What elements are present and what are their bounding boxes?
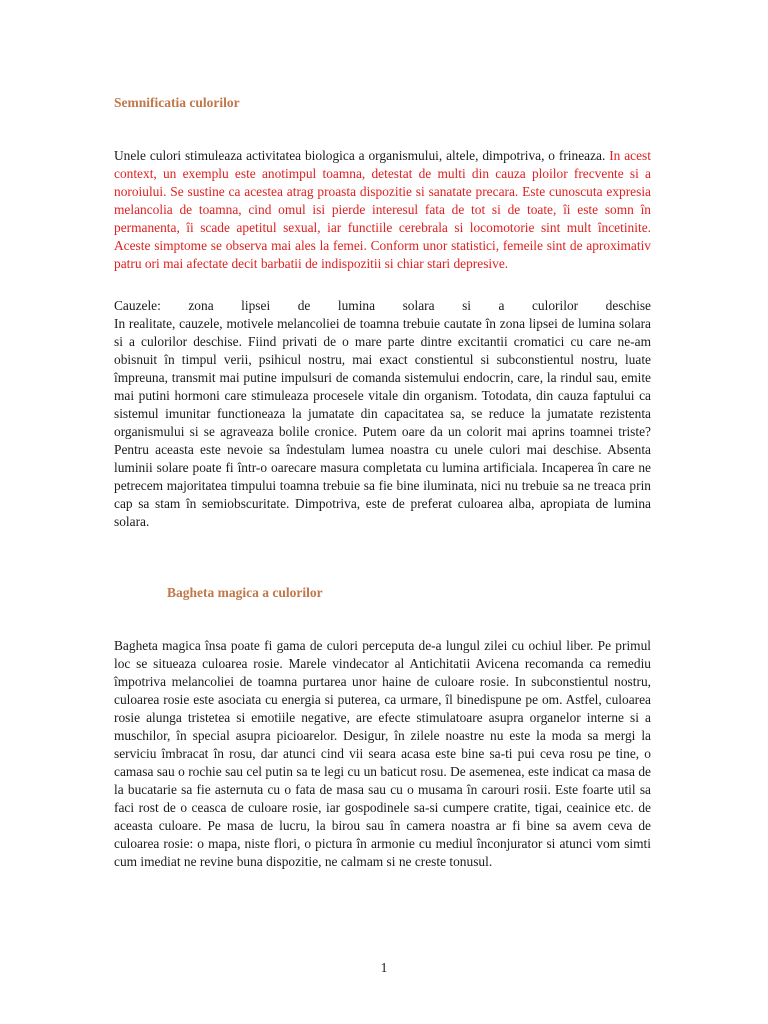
paragraph-causes-body: In realitate, cauzele, motivele melancoliei de toamna trebuie cautate în zona lipsei de lumina solara si a culorilor deschise. Fiind privati de o mare parte dintre excitantii cromatici cu care ne-am obisnuit în timpul verii, psihicul nostru, mai exact constientul si subconstientul nostru, luate împreuna, transmit mai putine impulsuri de comanda sistemului endocrin, care, la rindul sau, emite mai putini hormoni care stimuleaza procesele vitale din organism. Totodata, din cauza faptului ca sistemul imunitar functioneaza la jumatate din capacitatea sa, se reduce la jumatate rezistenta organismului si se agraveaza bolile cronice. Putem oare da un colorit mai aprins toamnei triste? Pentru aceasta este nevoie sa îndestulam lumea noastra cu unele culori mai deschise. Absenta luminii solare poate fi într-o oarecare masura completata cu lumina artificiala. Incaperea în care ne petrecem majoritatea timpului toamna trebuie sa fie bine iluminata, nici nu trebuie sa ne treaca prin cap sa stam în semiobscuritate. Dimpotriva, este de preferat culoarea alba, apropiata de lumina solara. — [114, 316, 651, 529]
section-heading-bagheta: Bagheta magica a culorilor — [167, 585, 323, 600]
paragraph-intro — [114, 147, 651, 273]
paragraph-causes-title: Cauzele: zona lipsei de lumina solara si a culorilor deschise — [114, 298, 651, 313]
section-heading-semnificatia: Semnificatia culorilor — [114, 95, 240, 110]
paragraph-causes — [114, 297, 651, 531]
paragraph-intro-black: Unele culori stimuleaza activitatea biologica a organismului, altele, dimpotriva, o frineaza. — [114, 148, 606, 163]
page-number: 1 — [380, 960, 388, 975]
paragraph-bagheta: Bagheta magica însa poate fi gama de culori perceputa de-a lungul zilei cu ochiul liber. Pe primul loc se situeaza culoarea rosie. Marele vindecator al Antichitatii Avicena recomanda ca remediu împotriva melancoliei de toamna purtarea unor haine de culoare rosie. In subconstientul nostru, culoarea rosie este asociata cu energia si puterea, ca urmare, îl binedispune pe om. Astfel, culoarea rosie alunga tristetea si emotiile negative, are efecte stimulatoare asupra organelor interne si a muschilor, în special asupra picioarelor. Desigur, în zilele noastre nu este la moda sa mergi la serviciu îmbracat în rosu, dar atunci cind vii seara acasa este bine sa-ti pui ceva rosu pe tine, o camasa sau o rochie sau cel putin sa te legi cu un baticut rosu. De asemenea, este indicat ca masa de la bucatarie sa fie asternuta cu o fata de masa sau cu o musama în carouri rosii. Este foarte util sa faci rost de o ceasca de culoare rosie, iar gospodinele sa-si cumpere cratite, tigai, ceainice etc. de aceasta culoare. Pe masa de lucru, la birou sau în camera noastra ar fi bine sa avem ceva de culoarea rosie: o mapa, niste flori, o pictura în armonie cu mediul înconjurator si atunci vom simti cum imediat ne revine buna dispozitie, ne calmam si ne creste tonusul. — [114, 638, 651, 869]
paragraph-intro-red: In acest context, un exemplu este anotimpul toamna, detestat de multi din cauza ploilor frecvente si a noroiului. Se sustine ca acestea atrag proasta dispozitie si sanatate precara. Este cunoscuta expresia melancolia de toamna, cind omul isi pierde interesul fata de tot si de toate, îi este somn în permanenta, îi scade apetitul sexual, iar functiile cerebrala si locomotorie sint mult încetinite. Aceste simptome se observa mai ales la femei. Conform unor statistici, femeile sint de aproximativ patru ori mai afectate decit barbatii de indispozitii si chiar stari depresive. — [114, 148, 651, 271]
